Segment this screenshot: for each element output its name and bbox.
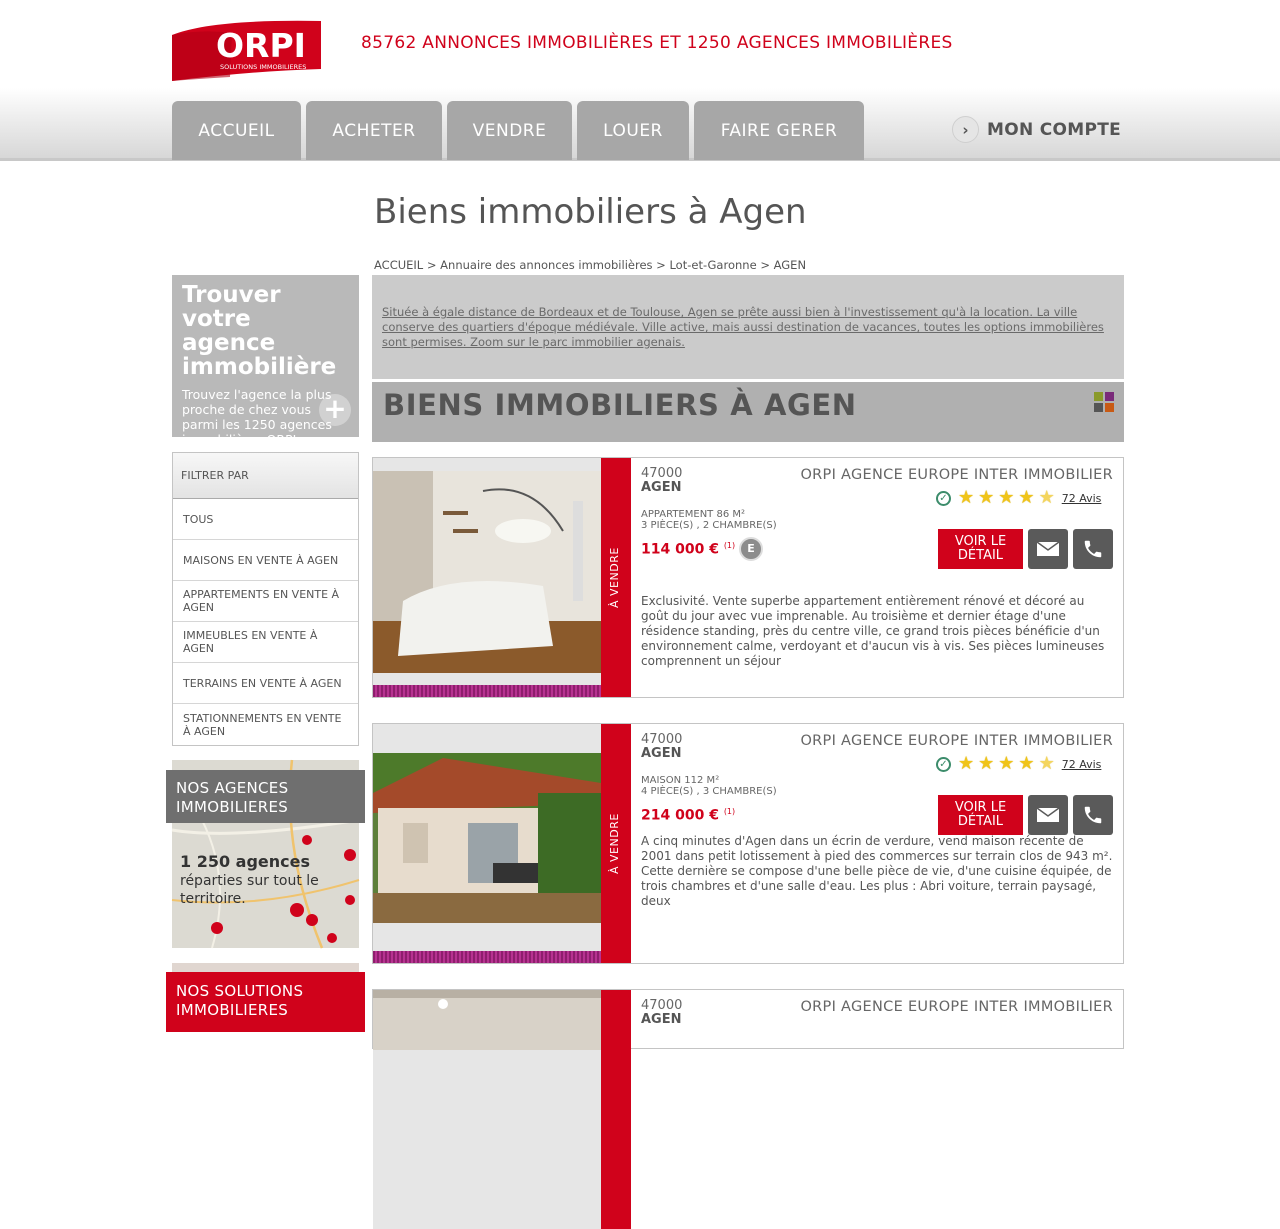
breadcrumb (374, 258, 806, 272)
filter-panel (172, 452, 359, 746)
grid-view-icon[interactable] (1094, 392, 1114, 412)
price-note: (1) (723, 807, 736, 816)
solutions-label: NOS SOLUTIONS IMMOBILIERES (166, 972, 365, 1032)
envelope-icon (1036, 541, 1060, 557)
email-button[interactable] (1028, 529, 1068, 569)
verified-check-icon: ✓ (936, 491, 951, 506)
filter-stationnements[interactable]: STATIONNEMENTS EN VENTE À AGEN (173, 704, 358, 745)
filter-maisons[interactable]: MAISONS EN VENTE À AGEN (173, 540, 358, 581)
listing-surface: APPARTEMENT 86 M² (641, 509, 746, 520)
listing-type (641, 509, 777, 531)
listing-city: AGEN (641, 746, 682, 761)
interior-image (373, 990, 601, 1050)
listing-price (641, 541, 735, 558)
breadcrumb-departement[interactable]: Lot-et-Garonne (669, 258, 757, 272)
listing-zip: 47000 (641, 466, 683, 481)
find-agency-title: Trouver votre agence immobilière (182, 282, 337, 380)
listing-description: Exclusivité. Vente superbe appartement entièrement rénové et décoré au goût du jour avec vue imprenable. Au troisième et dernier étage d'une résidence standing, près du centre ville, ce grand trois pièces bénéficie d'un environnement calme, verdoyant et d'aucun vis à vis. Ses pièces lumineuses comprennent un séjour (641, 594, 1105, 668)
sale-label: À VENDRE (608, 547, 621, 608)
half-star-icon: ★ (1038, 753, 1055, 774)
my-account-link[interactable] (952, 116, 1121, 143)
envelope-icon (1036, 807, 1060, 823)
find-agency-text: Trouvez l'agence la plus proche de chez vous parmi les 1250 agences immobilières ORPI (182, 387, 332, 447)
sale-band (601, 724, 631, 963)
listing-photo[interactable] (373, 458, 601, 697)
listing-rooms: 3 PIÈCE(S) , 2 CHAMBRE(S) (641, 520, 777, 531)
city-intro-text[interactable]: Située à égale distance de Bordeaux et de Toulouse, Agen se prête aussi bien à l'investissement qu'à la location. La ville conserve des quartiers d'époque médiévale. Ville active, mais aussi destination de vacances, toutes les options immobilières sont permises. Zoom sur le parc immobilier agenais. (382, 305, 1104, 349)
listing-price (641, 807, 735, 824)
half-star-icon: ★ (1038, 487, 1055, 508)
listing-zip: 47000 (641, 732, 683, 747)
filter-immeubles[interactable]: IMMEUBLES EN VENTE À AGEN (173, 622, 358, 663)
sale-label: À VENDRE (608, 813, 621, 874)
main-nav (172, 101, 864, 160)
star-icon: ★ (978, 753, 995, 774)
listing-card[interactable] (372, 457, 1124, 698)
listing-surface: MAISON 112 M² (641, 775, 720, 786)
agency-rating (936, 489, 1101, 507)
breadcrumb-separator: > (426, 258, 437, 272)
phone-button[interactable] (1073, 529, 1113, 569)
page-title: Biens immobiliers à Agen (374, 192, 807, 232)
filter-header: FILTRER PAR (173, 453, 358, 499)
agencies-label: NOS AGENCES IMMOBILIERES (166, 770, 365, 823)
section-header (372, 382, 1124, 442)
plus-icon[interactable]: + (319, 394, 351, 426)
filter-terrains[interactable]: TERRAINS EN VENTE À AGEN (173, 663, 358, 704)
breadcrumb-separator: > (760, 258, 770, 272)
verified-check-icon: ✓ (936, 757, 951, 772)
nav-vendre[interactable]: VENDRE (447, 101, 572, 160)
logo-text: ORPI (216, 26, 306, 65)
orpi-logo[interactable] (172, 19, 321, 81)
section-title: BIENS IMMOBILIERS À AGEN (383, 388, 857, 422)
star-icon: ★ (998, 487, 1015, 508)
breadcrumb-current: AGEN (773, 258, 807, 272)
listing-zip: 47000 (641, 998, 683, 1013)
reviews-link[interactable]: 72 Avis (1061, 491, 1102, 505)
view-detail-button[interactable]: VOIR LE DÉTAIL (938, 795, 1023, 835)
star-icon: ★ (1018, 753, 1035, 774)
listing-card[interactable] (372, 989, 1124, 1049)
star-icon: ★ (978, 487, 995, 508)
breadcrumb-annuaire[interactable]: Annuaire des annonces immobilières (440, 258, 653, 272)
sale-band (601, 990, 631, 1229)
find-agency-box[interactable] (172, 275, 359, 447)
solutions-banner[interactable] (172, 963, 359, 1024)
agencies-count: 1 250 agences (180, 852, 311, 871)
price-note: (1) (723, 541, 736, 550)
filter-appartements[interactable]: APPARTEMENTS EN VENTE À AGEN (173, 581, 358, 622)
listing-city: AGEN (641, 480, 682, 495)
agency-rating (936, 755, 1101, 773)
price-value: 114 000 € (641, 541, 719, 558)
agency-name[interactable]: ORPI AGENCE EUROPE INTER IMMOBILIER (800, 733, 1113, 749)
listing-card[interactable] (372, 723, 1124, 964)
price-value: 214 000 € (641, 807, 719, 824)
my-account-label: MON COMPTE (987, 119, 1122, 140)
breadcrumb-accueil[interactable]: ACCUEIL (374, 258, 424, 272)
star-icon: ★ (958, 753, 975, 774)
nav-accueil[interactable]: ACCUEIL (172, 101, 301, 160)
phone-icon (1082, 538, 1104, 560)
photo-strip (373, 685, 601, 697)
agency-name[interactable]: ORPI AGENCE EUROPE INTER IMMOBILIER (800, 999, 1113, 1015)
city-intro (372, 275, 1124, 379)
reviews-link[interactable]: 72 Avis (1061, 757, 1102, 771)
sale-band (601, 458, 631, 697)
logo-subtext: SOLUTIONS IMMOBILIERES (220, 63, 307, 71)
house-exterior-image (373, 753, 601, 923)
star-icon: ★ (958, 487, 975, 508)
view-detail-button[interactable]: VOIR LE DÉTAIL (938, 529, 1023, 569)
nav-acheter[interactable]: ACHETER (306, 101, 442, 160)
star-icon: ★ (998, 753, 1015, 774)
listing-type (641, 775, 777, 797)
listing-photo[interactable] (373, 724, 601, 963)
filter-tous[interactable]: TOUS (173, 499, 358, 540)
email-button[interactable] (1028, 795, 1068, 835)
apartment-living-room-image (373, 471, 601, 673)
energy-rating-badge: E (739, 537, 763, 561)
listing-city: AGEN (641, 1012, 682, 1027)
agencies-description: réparties sur tout le territoire. (180, 873, 319, 907)
star-icon: ★ (1018, 487, 1035, 508)
agencies-map-banner[interactable] (172, 760, 359, 948)
nav-louer[interactable]: LOUER (577, 101, 689, 160)
phone-icon (1082, 804, 1104, 826)
chevron-right-icon: › (952, 116, 979, 143)
nav-faire-gerer[interactable]: FAIRE GERER (694, 101, 864, 160)
phone-button[interactable] (1073, 795, 1113, 835)
agency-name[interactable]: ORPI AGENCE EUROPE INTER IMMOBILIER (800, 467, 1113, 483)
photo-strip (373, 951, 601, 963)
listing-rooms: 4 PIÈCE(S) , 3 CHAMBRE(S) (641, 786, 777, 797)
breadcrumb-separator: > (656, 258, 666, 272)
site-tagline: 85762 ANNONCES IMMOBILIÈRES ET 1250 AGENCES IMMOBILIÈRES (361, 33, 953, 53)
listing-description: A cinq minutes d'Agen dans un écrin de verdure, vend maison récente de 2001 dans petit lotissement à pied des commerces sur terrain clos de 943 m². Cette dernière se compose d'une belle pièce de vie, d'une cuisine équipée, de trois chambres et d'une salle d'eau. Les plus : Abri voiture, terrain paysagé, deux (641, 834, 1113, 908)
listing-photo[interactable] (373, 990, 601, 1229)
